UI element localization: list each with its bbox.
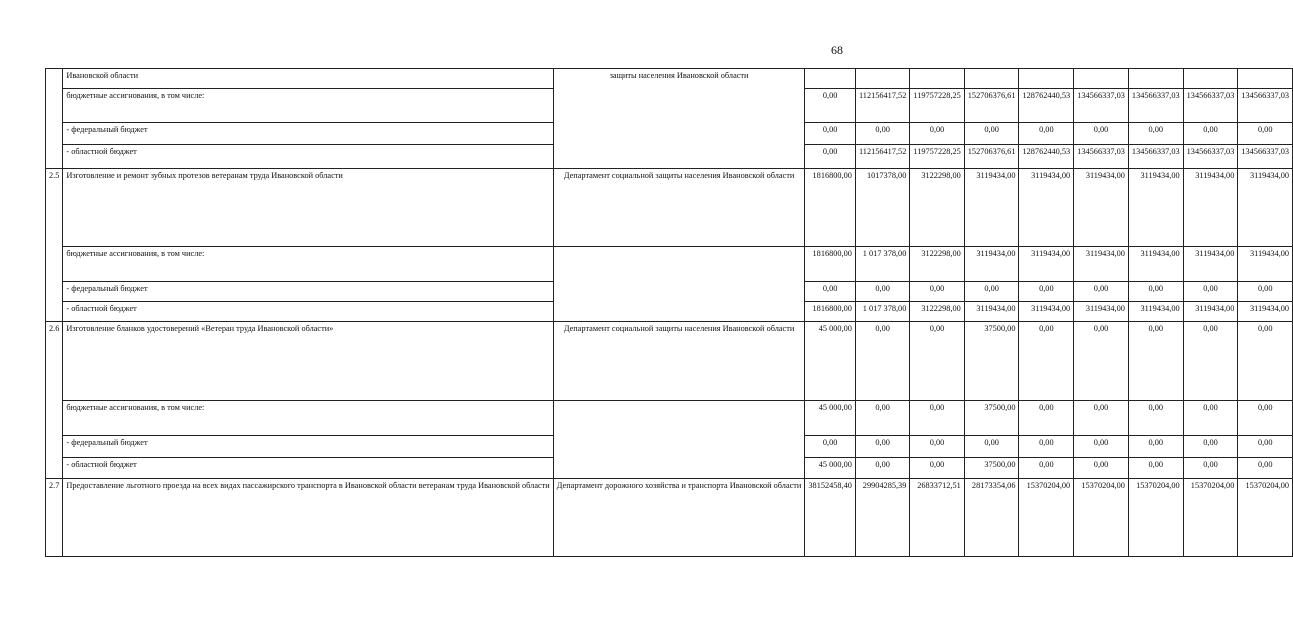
value-cell: 0,00 bbox=[910, 436, 964, 458]
executor-cell bbox=[553, 401, 805, 479]
value-cell: 0,00 bbox=[1183, 123, 1238, 145]
value-cell: 15370204,00 bbox=[1128, 479, 1183, 557]
value-cell: 0,00 bbox=[855, 123, 909, 145]
value-cell: 45 000,00 bbox=[805, 322, 856, 401]
value-cell: 128762440,53 bbox=[1019, 145, 1074, 169]
row-label: бюджетные ассигнования, в том числе: bbox=[63, 401, 553, 436]
item-name-cell: Изготовление и ремонт зубных протезов ветеранам труда Ивановской области bbox=[63, 169, 553, 247]
value-cell: 3119434,00 bbox=[1183, 247, 1238, 282]
value-cell: 0,00 bbox=[1074, 401, 1129, 436]
value-cell: 3119434,00 bbox=[1238, 247, 1293, 282]
value-cell: 3119434,00 bbox=[1074, 302, 1129, 322]
value-cell bbox=[855, 69, 909, 89]
value-cell: 0,00 bbox=[910, 322, 964, 401]
executor-cell: Департамент дорожного хозяйства и транспорта Ивановской области bbox=[553, 479, 805, 557]
executor-cell: защиты населения Ивановской области bbox=[553, 69, 805, 169]
value-cell: 3119434,00 bbox=[1183, 302, 1238, 322]
value-cell: 3122298,00 bbox=[910, 247, 964, 282]
value-cell bbox=[910, 69, 964, 89]
value-cell: 134566337,03 bbox=[1238, 145, 1293, 169]
value-cell: 0,00 bbox=[1019, 282, 1074, 302]
value-cell: 0,00 bbox=[1183, 436, 1238, 458]
value-cell bbox=[1128, 69, 1183, 89]
value-cell: 134566337,03 bbox=[1238, 89, 1293, 123]
value-cell: 0,00 bbox=[964, 282, 1019, 302]
value-cell: 0,00 bbox=[1128, 322, 1183, 401]
executor-cell bbox=[553, 247, 805, 322]
value-cell: 3119434,00 bbox=[1183, 169, 1238, 247]
value-cell: 45 000,00 bbox=[805, 458, 856, 479]
value-cell: 152706376,61 bbox=[964, 89, 1019, 123]
item-number-cell bbox=[46, 69, 63, 169]
value-cell bbox=[964, 69, 1019, 89]
value-cell: 38152458,40 bbox=[805, 479, 856, 557]
value-cell: 0,00 bbox=[805, 123, 856, 145]
value-cell: 0,00 bbox=[964, 123, 1019, 145]
value-cell: 134566337,03 bbox=[1183, 145, 1238, 169]
table-row bbox=[46, 169, 1293, 247]
table-row bbox=[46, 69, 1293, 89]
value-cell: 15370204,00 bbox=[1074, 479, 1129, 557]
value-cell bbox=[1074, 69, 1129, 89]
value-cell: 0,00 bbox=[1238, 123, 1293, 145]
value-cell: 3122298,00 bbox=[910, 169, 964, 247]
executor-cell: Департамент социальной защиты населения Ивановской области bbox=[553, 169, 805, 247]
value-cell: 3119434,00 bbox=[1019, 247, 1074, 282]
value-cell: 15370204,00 bbox=[1019, 479, 1074, 557]
value-cell: 0,00 bbox=[1183, 458, 1238, 479]
row-label: - областной бюджет bbox=[63, 458, 553, 479]
value-cell: 134566337,03 bbox=[1128, 89, 1183, 123]
page-number: 68 bbox=[831, 43, 843, 57]
value-cell: 0,00 bbox=[855, 282, 909, 302]
value-cell: 0,00 bbox=[1238, 436, 1293, 458]
value-cell: 0,00 bbox=[910, 282, 964, 302]
value-cell: 3119434,00 bbox=[1074, 169, 1129, 247]
item-name-cell: Ивановской области bbox=[63, 69, 553, 89]
value-cell: 128762440,53 bbox=[1019, 89, 1074, 123]
value-cell: 3119434,00 bbox=[964, 169, 1019, 247]
value-cell: 0,00 bbox=[1183, 401, 1238, 436]
value-cell: 152706376,61 bbox=[964, 145, 1019, 169]
value-cell: 134566337,03 bbox=[1074, 145, 1129, 169]
table-row bbox=[46, 479, 1293, 557]
value-cell: 0,00 bbox=[1183, 322, 1238, 401]
value-cell: 0,00 bbox=[910, 123, 964, 145]
value-cell: 0,00 bbox=[1019, 458, 1074, 479]
item-number-cell: 2.5 bbox=[46, 169, 63, 322]
value-cell: 0,00 bbox=[1074, 322, 1129, 401]
value-cell: 1017378,00 bbox=[855, 169, 909, 247]
value-cell: 1816800,00 bbox=[805, 247, 856, 282]
value-cell: 112156417,52 bbox=[855, 89, 909, 123]
value-cell: 0,00 bbox=[1019, 401, 1074, 436]
value-cell: 0,00 bbox=[910, 458, 964, 479]
value-cell: 0,00 bbox=[1074, 123, 1129, 145]
value-cell: 0,00 bbox=[1074, 436, 1129, 458]
value-cell: 15370204,00 bbox=[1183, 479, 1238, 557]
value-cell: 28173354,06 bbox=[964, 479, 1019, 557]
value-cell: 0,00 bbox=[855, 401, 909, 436]
value-cell: 0,00 bbox=[1238, 458, 1293, 479]
value-cell bbox=[1238, 69, 1293, 89]
value-cell: 3119434,00 bbox=[964, 247, 1019, 282]
item-name-cell: Предоставление льготного проезда на всех видах пассажирского транспорта в Ивановской области ветеранам труда Ивановской области bbox=[63, 479, 553, 557]
value-cell: 112156417,52 bbox=[855, 145, 909, 169]
row-label: - федеральный бюджет bbox=[63, 436, 553, 458]
value-cell: 0,00 bbox=[1074, 282, 1129, 302]
value-cell: 1816800,00 bbox=[805, 169, 856, 247]
value-cell: 0,00 bbox=[1128, 401, 1183, 436]
value-cell: 3119434,00 bbox=[1074, 247, 1129, 282]
value-cell: 3119434,00 bbox=[1128, 302, 1183, 322]
value-cell bbox=[1183, 69, 1238, 89]
value-cell: 37500,00 bbox=[964, 401, 1019, 436]
value-cell: 0,00 bbox=[1128, 123, 1183, 145]
value-cell: 0,00 bbox=[910, 401, 964, 436]
value-cell: 1 017 378,00 bbox=[855, 302, 909, 322]
value-cell: 3119434,00 bbox=[1238, 169, 1293, 247]
value-cell: 119757228,25 bbox=[910, 89, 964, 123]
value-cell bbox=[1019, 69, 1074, 89]
value-cell: 0,00 bbox=[1238, 322, 1293, 401]
value-cell: 0,00 bbox=[1074, 458, 1129, 479]
value-cell: 3122298,00 bbox=[910, 302, 964, 322]
value-cell: 0,00 bbox=[855, 458, 909, 479]
value-cell: 0,00 bbox=[805, 89, 856, 123]
value-cell: 3119434,00 bbox=[1019, 169, 1074, 247]
value-cell: 37500,00 bbox=[964, 322, 1019, 401]
value-cell: 0,00 bbox=[1019, 123, 1074, 145]
value-cell: 0,00 bbox=[1238, 401, 1293, 436]
value-cell: 1816800,00 bbox=[805, 302, 856, 322]
value-cell: 0,00 bbox=[1019, 322, 1074, 401]
value-cell: 134566337,03 bbox=[1183, 89, 1238, 123]
value-cell: 1 017 378,00 bbox=[855, 247, 909, 282]
row-label: бюджетные ассигнования, в том числе: bbox=[63, 89, 553, 123]
value-cell: 119757228,25 bbox=[910, 145, 964, 169]
value-cell: 0,00 bbox=[855, 322, 909, 401]
value-cell: 0,00 bbox=[1019, 436, 1074, 458]
value-cell: 0,00 bbox=[964, 436, 1019, 458]
value-cell: 26833712,51 bbox=[910, 479, 964, 557]
value-cell: 37500,00 bbox=[964, 458, 1019, 479]
value-cell: 29904285,39 bbox=[855, 479, 909, 557]
value-cell: 0,00 bbox=[1128, 282, 1183, 302]
value-cell bbox=[805, 69, 856, 89]
value-cell: 0,00 bbox=[1128, 436, 1183, 458]
executor-cell: Департамент социальной защиты населения Ивановской области bbox=[553, 322, 805, 401]
budget-table bbox=[45, 68, 1293, 557]
row-label: - федеральный бюджет bbox=[63, 123, 553, 145]
value-cell: 0,00 bbox=[805, 282, 856, 302]
row-label: - федеральный бюджет bbox=[63, 282, 553, 302]
value-cell: 134566337,03 bbox=[1074, 89, 1129, 123]
value-cell: 0,00 bbox=[1238, 282, 1293, 302]
table-row bbox=[46, 247, 1293, 282]
value-cell: 3119434,00 bbox=[1128, 169, 1183, 247]
value-cell: 0,00 bbox=[1183, 282, 1238, 302]
item-name-cell: Изготовление бланков удостоверений «Ветеран труда Ивановской области» bbox=[63, 322, 553, 401]
table-row bbox=[46, 401, 1293, 436]
value-cell: 3119434,00 bbox=[1128, 247, 1183, 282]
value-cell: 3119434,00 bbox=[964, 302, 1019, 322]
row-label: - областной бюджет bbox=[63, 145, 553, 169]
value-cell: 134566337,03 bbox=[1128, 145, 1183, 169]
value-cell: 3119434,00 bbox=[1019, 302, 1074, 322]
value-cell: 3119434,00 bbox=[1238, 302, 1293, 322]
row-label: бюджетные ассигнования, в том числе: bbox=[63, 247, 553, 282]
value-cell: 0,00 bbox=[805, 145, 856, 169]
value-cell: 0,00 bbox=[1128, 458, 1183, 479]
item-number-cell: 2.6 bbox=[46, 322, 63, 479]
value-cell: 15370204,00 bbox=[1238, 479, 1293, 557]
value-cell: 45 000,00 bbox=[805, 401, 856, 436]
value-cell: 0,00 bbox=[855, 436, 909, 458]
item-number-cell: 2.7 bbox=[46, 479, 63, 557]
value-cell: 0,00 bbox=[805, 436, 856, 458]
row-label: - областной бюджет bbox=[63, 302, 553, 322]
table-row bbox=[46, 322, 1293, 401]
